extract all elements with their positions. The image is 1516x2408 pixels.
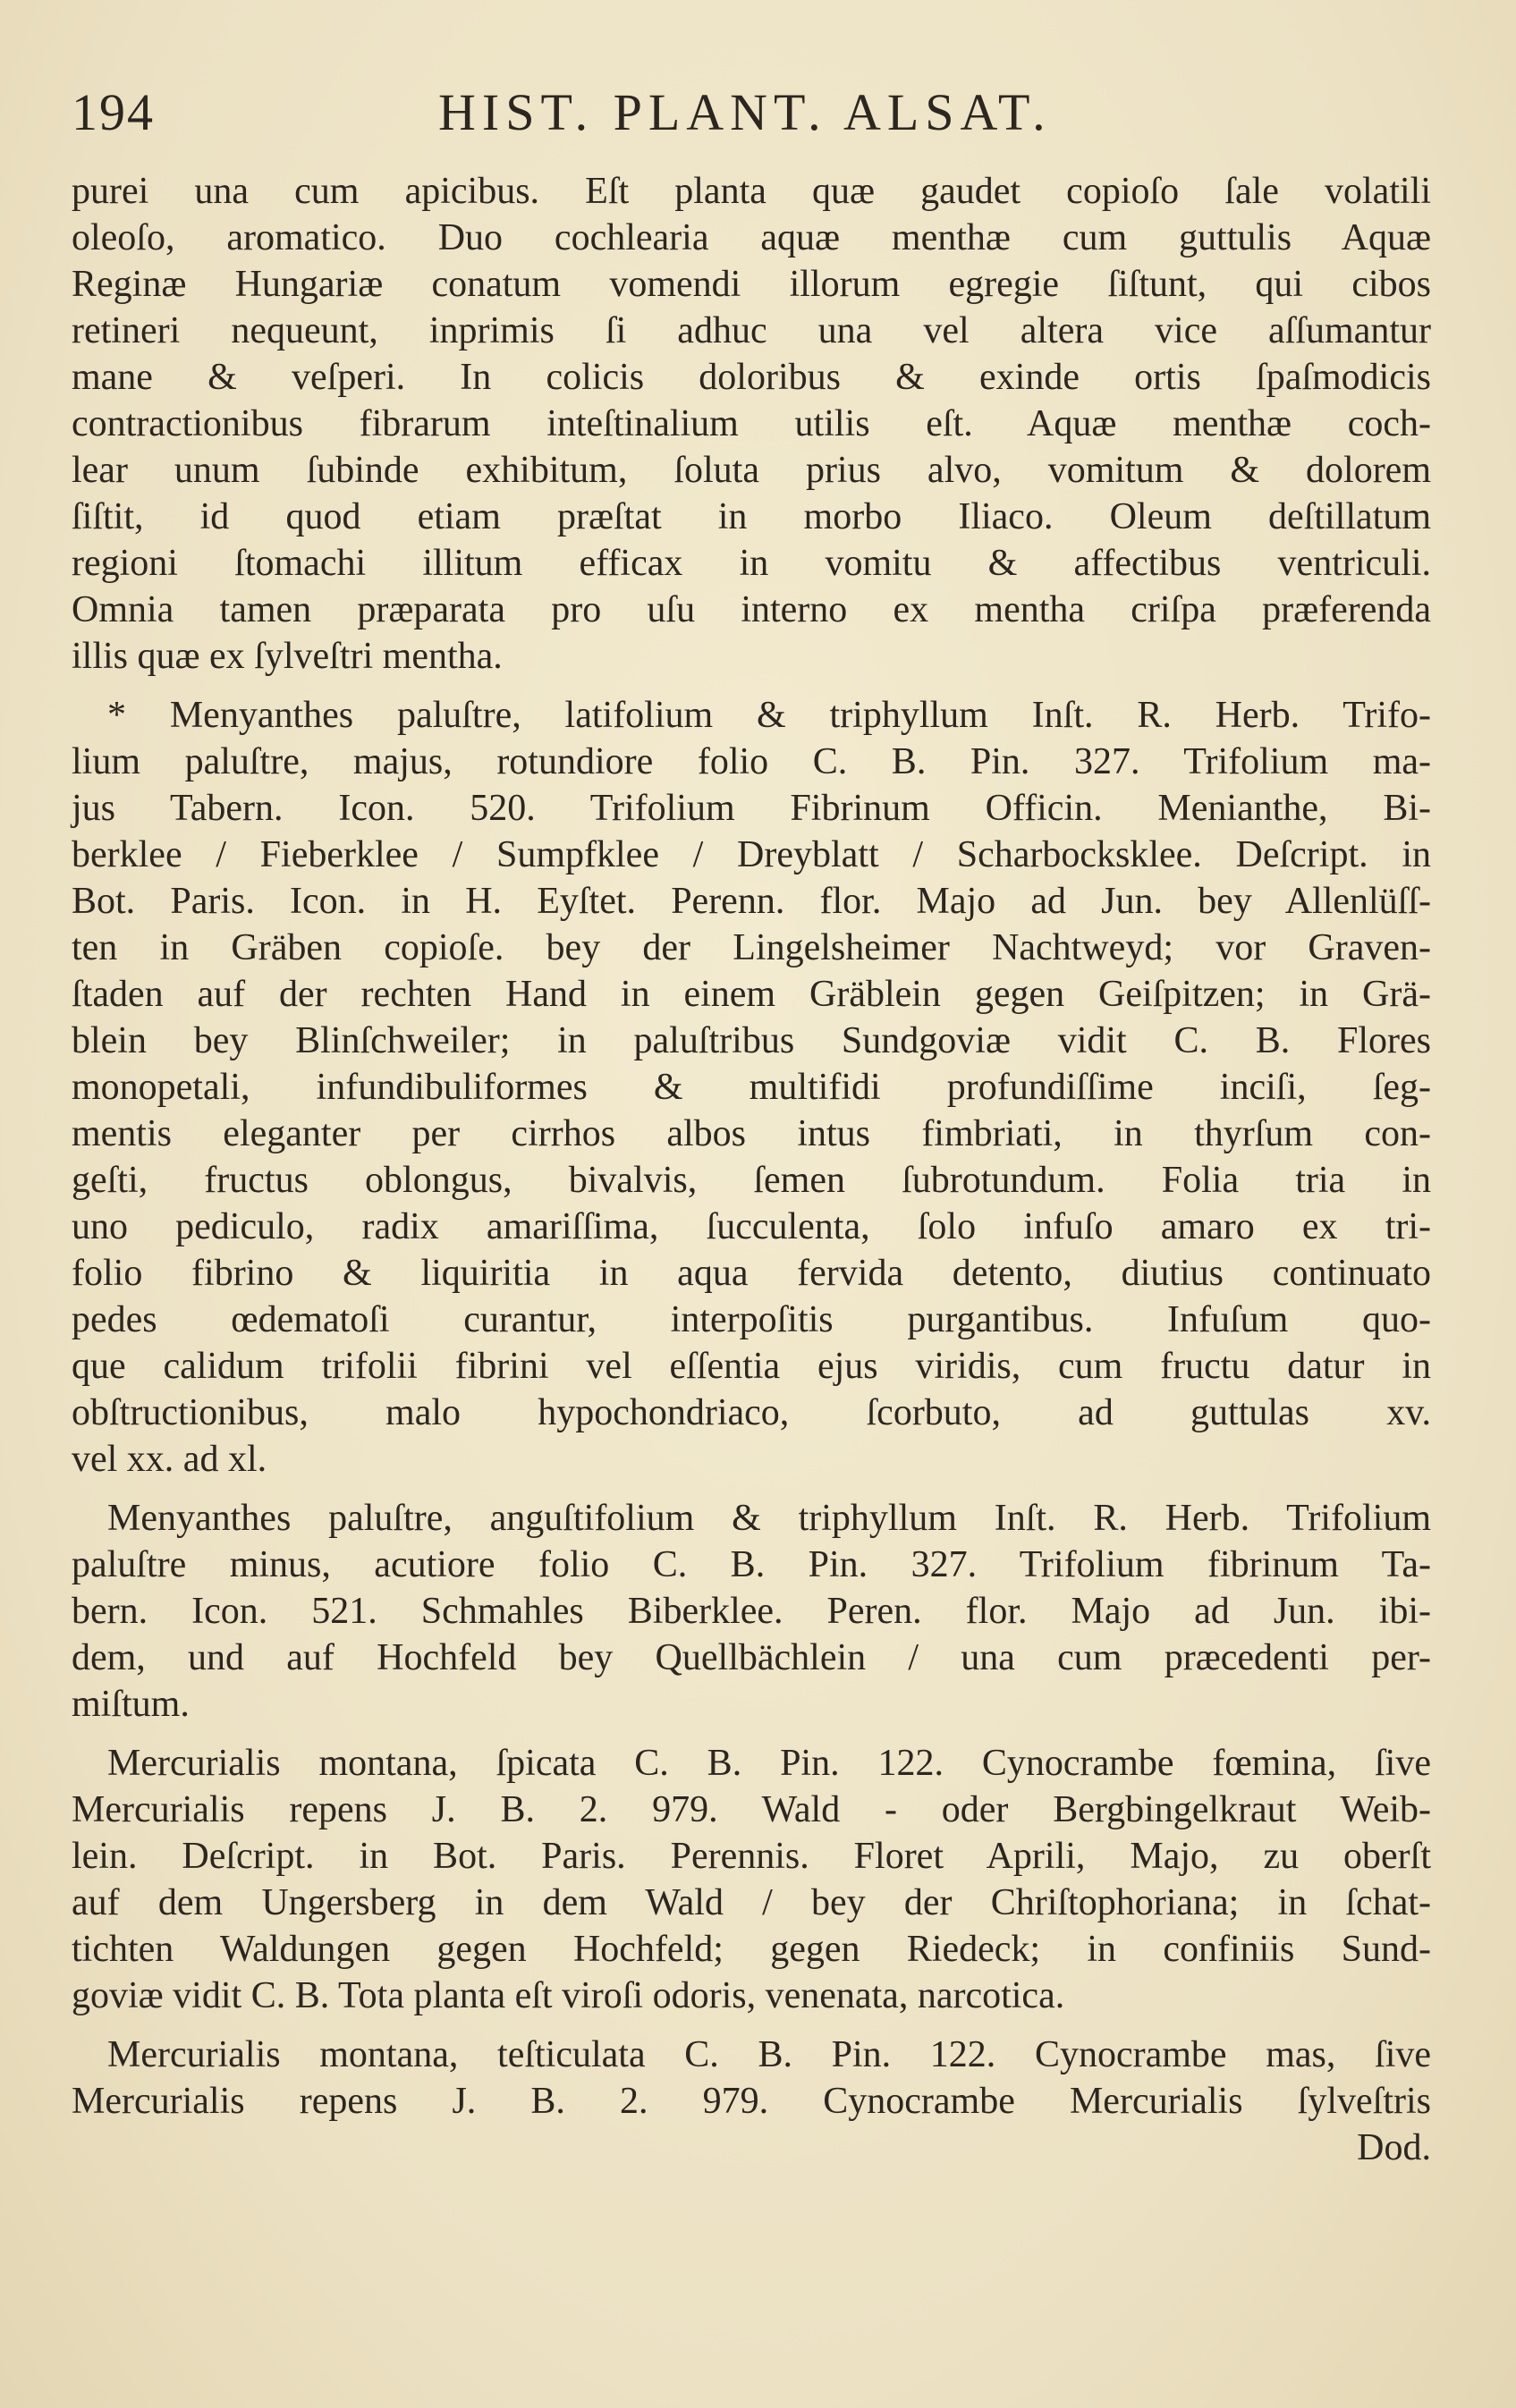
text-line: lear unum ſubinde exhibitum, ſoluta prius alvo, vomitum & dolorem [72,450,1431,491]
text-line: Mercurialis montana, teſticulata C. B. Pin. 122. Cynocrambe mas, ſive [107,2034,1431,2075]
paragraph-gap [72,2019,1431,2032]
text-line: blein bey Blinſchweiler; in paluſtribus Sundgoviæ vidit C. B. Flores [72,1020,1431,1061]
text-line: purei una cum apicibus. Eſt planta quæ gaudet copioſo ſale volatili [72,171,1431,212]
text-line: auf dem Ungersberg in dem Wald / bey der Chriſtophoriana; in ſchat- [72,1882,1431,1923]
text-line: Reginæ Hungariæ conatum vomendi illorum egregie ſiſtunt, qui cibos [72,264,1431,305]
text-line: oleoſo, aromatico. Duo cochlearia aquæ menthæ cum guttulis Aquæ [72,217,1431,258]
page-number: 194 [72,83,155,141]
text-line: retineri nequeunt, inprimis ſi adhuc una vel altera vice aſſumantur [72,310,1431,351]
catchword: Dod. [1357,2127,1431,2168]
text-line: vel xx. ad xl. [72,1439,267,1480]
text-line: dem, und auf Hochfeld bey Quellbächlein / una cum præcedenti per- [72,1637,1431,1678]
text-line: miſtum. [72,1684,190,1725]
text-line: lein. Deſcript. in Bot. Paris. Perennis. Floret Aprili, Majo, zu oberſt [72,1836,1431,1877]
text-line: ſiſtit, id quod etiam præſtat in morbo Iliaco. Oleum deſtillatum [72,496,1431,537]
paragraph-menyanthes-angustifolium [72,1495,1431,1728]
text-line: lium paluſtre, majus, rotundiore folio C. B. Pin. 327. Trifolium ma- [72,741,1431,782]
text-line: Mercurialis repens J. B. 2. 979. Cynocrambe Mercurialis ſylveſtris [72,2081,1431,2122]
body-text [72,168,1431,2171]
text-line: Omnia tamen præparata pro uſu interno ex mentha criſpa præferenda [72,589,1431,630]
text-line: paluſtre minus, acutiore folio C. B. Pin. 327. Trifolium fibrinum Ta- [72,1544,1431,1585]
paragraph-mercurialis-spicata [72,1740,1431,2019]
text-line: ten in Gräben copioſe. bey der Lingelsheimer Nachtweyd; vor Graven- [72,927,1431,968]
text-line: que calidum trifolii fibrini vel eſſentia ejus viridis, cum fructu datur in [72,1346,1431,1387]
text-line: jus Tabern. Icon. 520. Trifolium Fibrinum Officin. Menianthe, Bi- [72,788,1431,829]
text-line: * Menyanthes paluſtre, latifolium & triphyllum Inſt. R. Herb. Trifo- [107,695,1431,736]
text-line: Menyanthes paluſtre, anguſtifolium & triphyllum Inſt. R. Herb. Trifolium [107,1498,1431,1539]
text-line: Bot. Paris. Icon. in H. Eyſtet. Perenn. flor. Majo ad Jun. bey Allenlüſſ- [72,881,1431,922]
text-line: tichten Waldungen gegen Hochfeld; gegen Riedeck; in confiniis Sund- [72,1929,1431,1970]
text-line: berklee / Fieberklee / Sumpfklee / Dreyblatt / Scharbocksklee. Deſcript. in [72,834,1431,875]
text-line: pedes œdematoſi curantur, interpoſitis purgantibus. Infuſum quo- [72,1299,1431,1340]
text-line: ſtaden auf der rechten Hand in einem Gräblein gegen Geiſpitzen; in Grä- [72,974,1431,1015]
text-line: mane & veſperi. In colicis doloribus & exinde ortis ſpaſmodicis [72,357,1431,398]
paragraph-gap [72,1728,1431,1740]
text-line: contractionibus fibrarum inteſtinalium utilis eſt. Aquæ menthæ coch- [72,403,1431,444]
text-line: uno pediculo, radix amariſſima, ſucculenta, ſolo infuſo amaro ex tri- [72,1206,1431,1247]
text-line: bern. Icon. 521. Schmahles Biberklee. Peren. flor. Majo ad Jun. ibi- [72,1591,1431,1632]
paragraph-gap [72,1483,1431,1495]
text-line: regioni ſtomachi illitum efficax in vomitu & affectibus ventriculi. [72,543,1431,584]
paragraph-gap [72,680,1431,692]
text-line: illis quæ ex ſylveſtri mentha. [72,636,503,677]
text-line: Mercurialis repens J. B. 2. 979. Wald - oder Bergbingelkraut Weib- [72,1789,1431,1830]
paragraph-menyanthes-latifolium [72,692,1431,1483]
text-line: folio fibrino & liquiritia in aqua fervida detento, diutius continuato [72,1253,1431,1294]
text-line: goviæ vidit C. B. Tota planta eſt viroſi odoris, venenata, narcotica. [72,1975,1065,2016]
text-line: Mercurialis montana, ſpicata C. B. Pin. 122. Cynocrambe fœmina, ſive [107,1743,1431,1784]
text-line: geſti, fructus oblongus, bivalvis, ſemen ſubrotundum. Folia tria in [72,1160,1431,1201]
paragraph-mentha [72,168,1431,680]
running-head: HIST. PLANT. ALSAT. [438,83,1052,141]
text-line: monopetali, infundibuliformes & multifidi profundiſſime inciſi, ſeg- [72,1067,1431,1108]
text-line: obſtructionibus, malo hypochondriaco, ſcorbuto, ad guttulas xv. [72,1392,1431,1433]
paragraph-mercurialis-testiculata [72,2032,1431,2125]
text-line: mentis eleganter per cirrhos albos intus fimbriati, in thyrſum con- [72,1113,1431,1154]
page-header [72,82,1440,154]
